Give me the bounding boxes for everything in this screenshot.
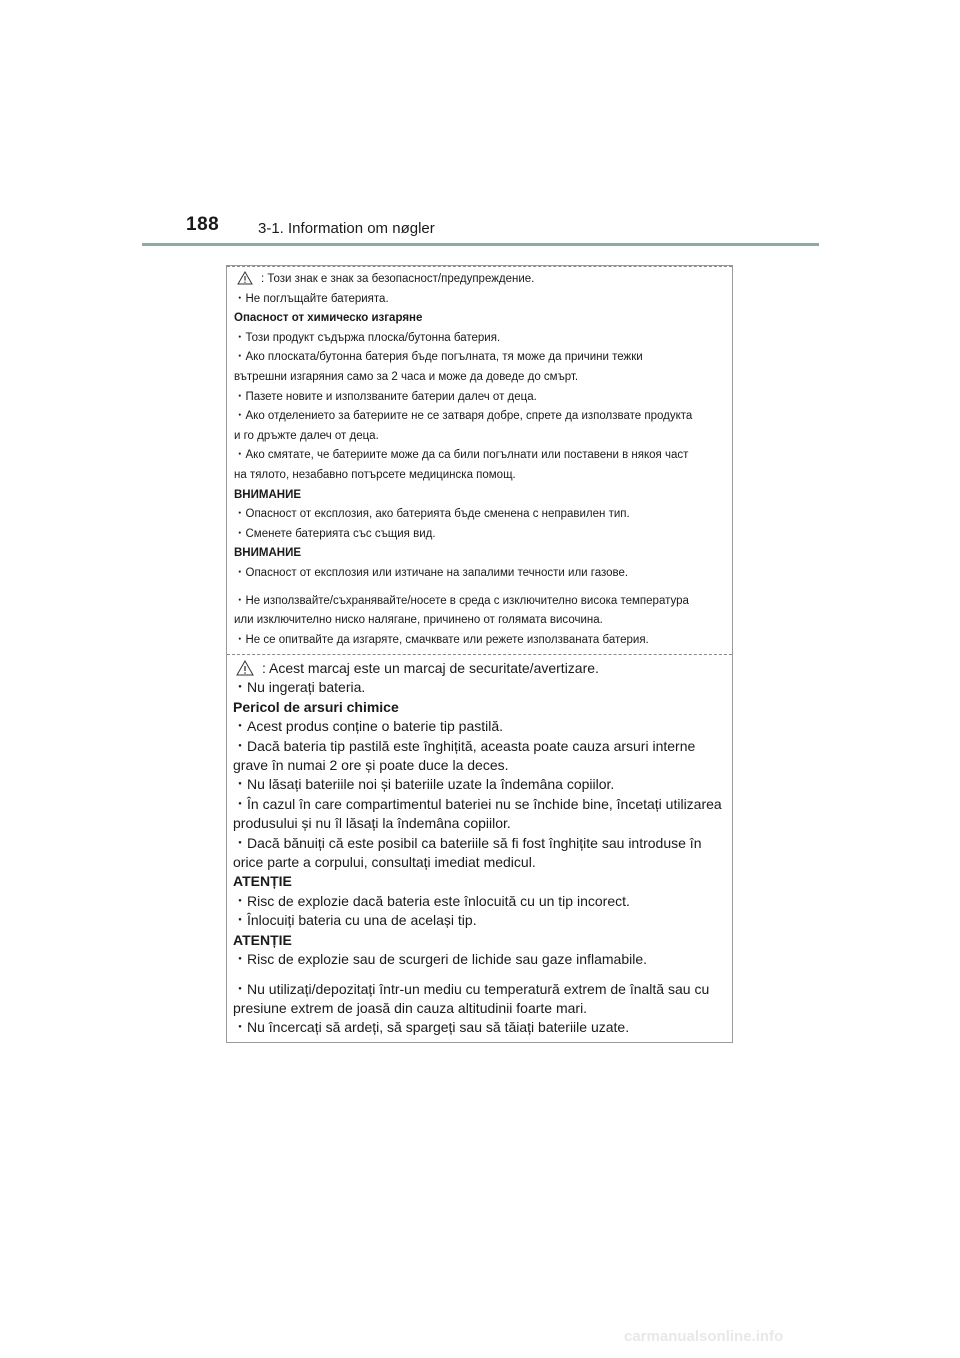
romanian-line: orice parte a corpului, consultați imediat medicul. [233,854,536,871]
romanian-line: ・Risc de explozie dacă bateria este înlocuită cu un tip incorect. [233,892,630,909]
romanian-line: ・Înlocuiți bateria cu una de același tip. [233,912,477,929]
romanian-line: presiune extrem de joasă din cauza altitudinii foarte mari. [233,999,588,1016]
bulgarian-line: и го дръжте далеч от деца. [234,429,379,442]
bulgarian-intro-line [234,270,724,290]
bulgarian-line: вътрешни изгаряния само за 2 часа и може да доведе до смърт. [234,370,579,383]
bulgarian-line: ・Ако смятате, че батериите може да са били погълнати или поставени в някоя част [234,449,689,462]
romanian-line: ・Acest produs conține o baterie tip pastilă. [233,718,504,735]
section-title: 3-1. Information om nøgler [258,220,435,237]
bulgarian-line: ・Ако плоската/бутонна батерия бъде погълната, тя може да причини тежки [234,351,643,364]
romanian-intro-text: : Acest marcaj este un marcaj de securitate/avertizare. [262,660,599,676]
bulgarian-warning-section [234,270,724,650]
romanian-heading-chemical-burn: Pericol de arsuri chimice [233,698,399,715]
romanian-line: ・În cazul în care compartimentul bateriei nu se închide bine, încetați utilizarea [233,795,722,812]
romanian-line: ・Nu încercați să ardeți, să spargeți sau să tăiați bateriile uzate. [233,1019,630,1036]
romanian-line: ・Nu ingerați bateria. [233,679,366,696]
bulgarian-heading-chemical-burn: Опасност от химическо изгаряне [234,312,423,325]
romanian-heading-caution: ATENȚIE [233,931,292,948]
romanian-heading-caution: ATENȚIE [233,873,292,890]
watermark: carmanualsonline.info [624,1328,784,1345]
battery-warning-box [226,265,733,1043]
bulgarian-line: ・Сменете батерията със същия вид. [234,527,436,540]
romanian-line: ・Risc de explozie sau de scurgeri de lichide sau gaze inflamabile. [233,951,647,968]
bulgarian-heading-caution: ВНИМАНИЕ [234,488,302,501]
bulgarian-line: ・Не се опитвайте да изгаряте, смачквате или режете използваната батерия. [234,633,649,646]
bulgarian-line: ・Не използвайте/съхранявайте/носете в среда с изключително висока температура [234,594,689,607]
romanian-intro-line [233,659,728,678]
bulgarian-line: ・Опасност от експлозия, ако батерията бъде сменена с неправилен тип. [234,508,630,521]
bulgarian-intro-text: : Този знак е знак за безопасност/предупреждение. [261,273,535,285]
warning-triangle-icon [236,660,254,676]
box-middle-dashed-divider [227,654,732,655]
bulgarian-line: ・Не поглъщайте батерията. [234,292,389,305]
bulgarian-heading-caution: ВНИМАНИЕ [234,547,302,560]
bulgarian-line: или изключително ниско налягане, причинено от голямата височина. [234,614,603,627]
bulgarian-line: на тялото, незабавно потърсете медицинска помощ. [234,468,516,481]
romanian-line: ・Nu utilizați/depozitați într-un mediu cu temperatură extrem de înaltă sau cu [233,980,710,997]
spacer [233,970,728,980]
romanian-warning-section [233,659,728,1038]
romanian-line: ・Dacă bănuiți că este posibil ca bateriile să fi fost înghițite sau introduse în [233,834,702,851]
romanian-line: grave în numai 2 ore și poate duce la deces. [233,757,509,774]
bulgarian-line: ・Опасност от експлозия или изтичане на запалими течности или газове. [234,566,629,579]
romanian-line: ・Nu lăsați bateriile noi și bateriile uzate la îndemâna copiilor. [233,776,615,793]
bulgarian-line: ・Този продукт съдържа плоска/бутонна батерия. [234,331,501,344]
header-divider [142,243,819,246]
bulgarian-line: ・Ако отделението за батериите не се затваря добре, спрете да използвате продукта [234,410,693,423]
spacer [234,584,724,592]
page-number: 188 [186,214,220,235]
bulgarian-line: ・Пазете новите и използваните батерии далеч от деца. [234,390,537,403]
box-top-dashed-divider [227,266,732,267]
romanian-line: ・Dacă bateria tip pastilă este înghițită, aceasta poate cauza arsuri interne [233,737,696,754]
warning-triangle-icon [237,271,253,285]
page-header [0,0,960,250]
romanian-line: produsului și nu îl lăsați la îndemâna copiilor. [233,815,511,832]
